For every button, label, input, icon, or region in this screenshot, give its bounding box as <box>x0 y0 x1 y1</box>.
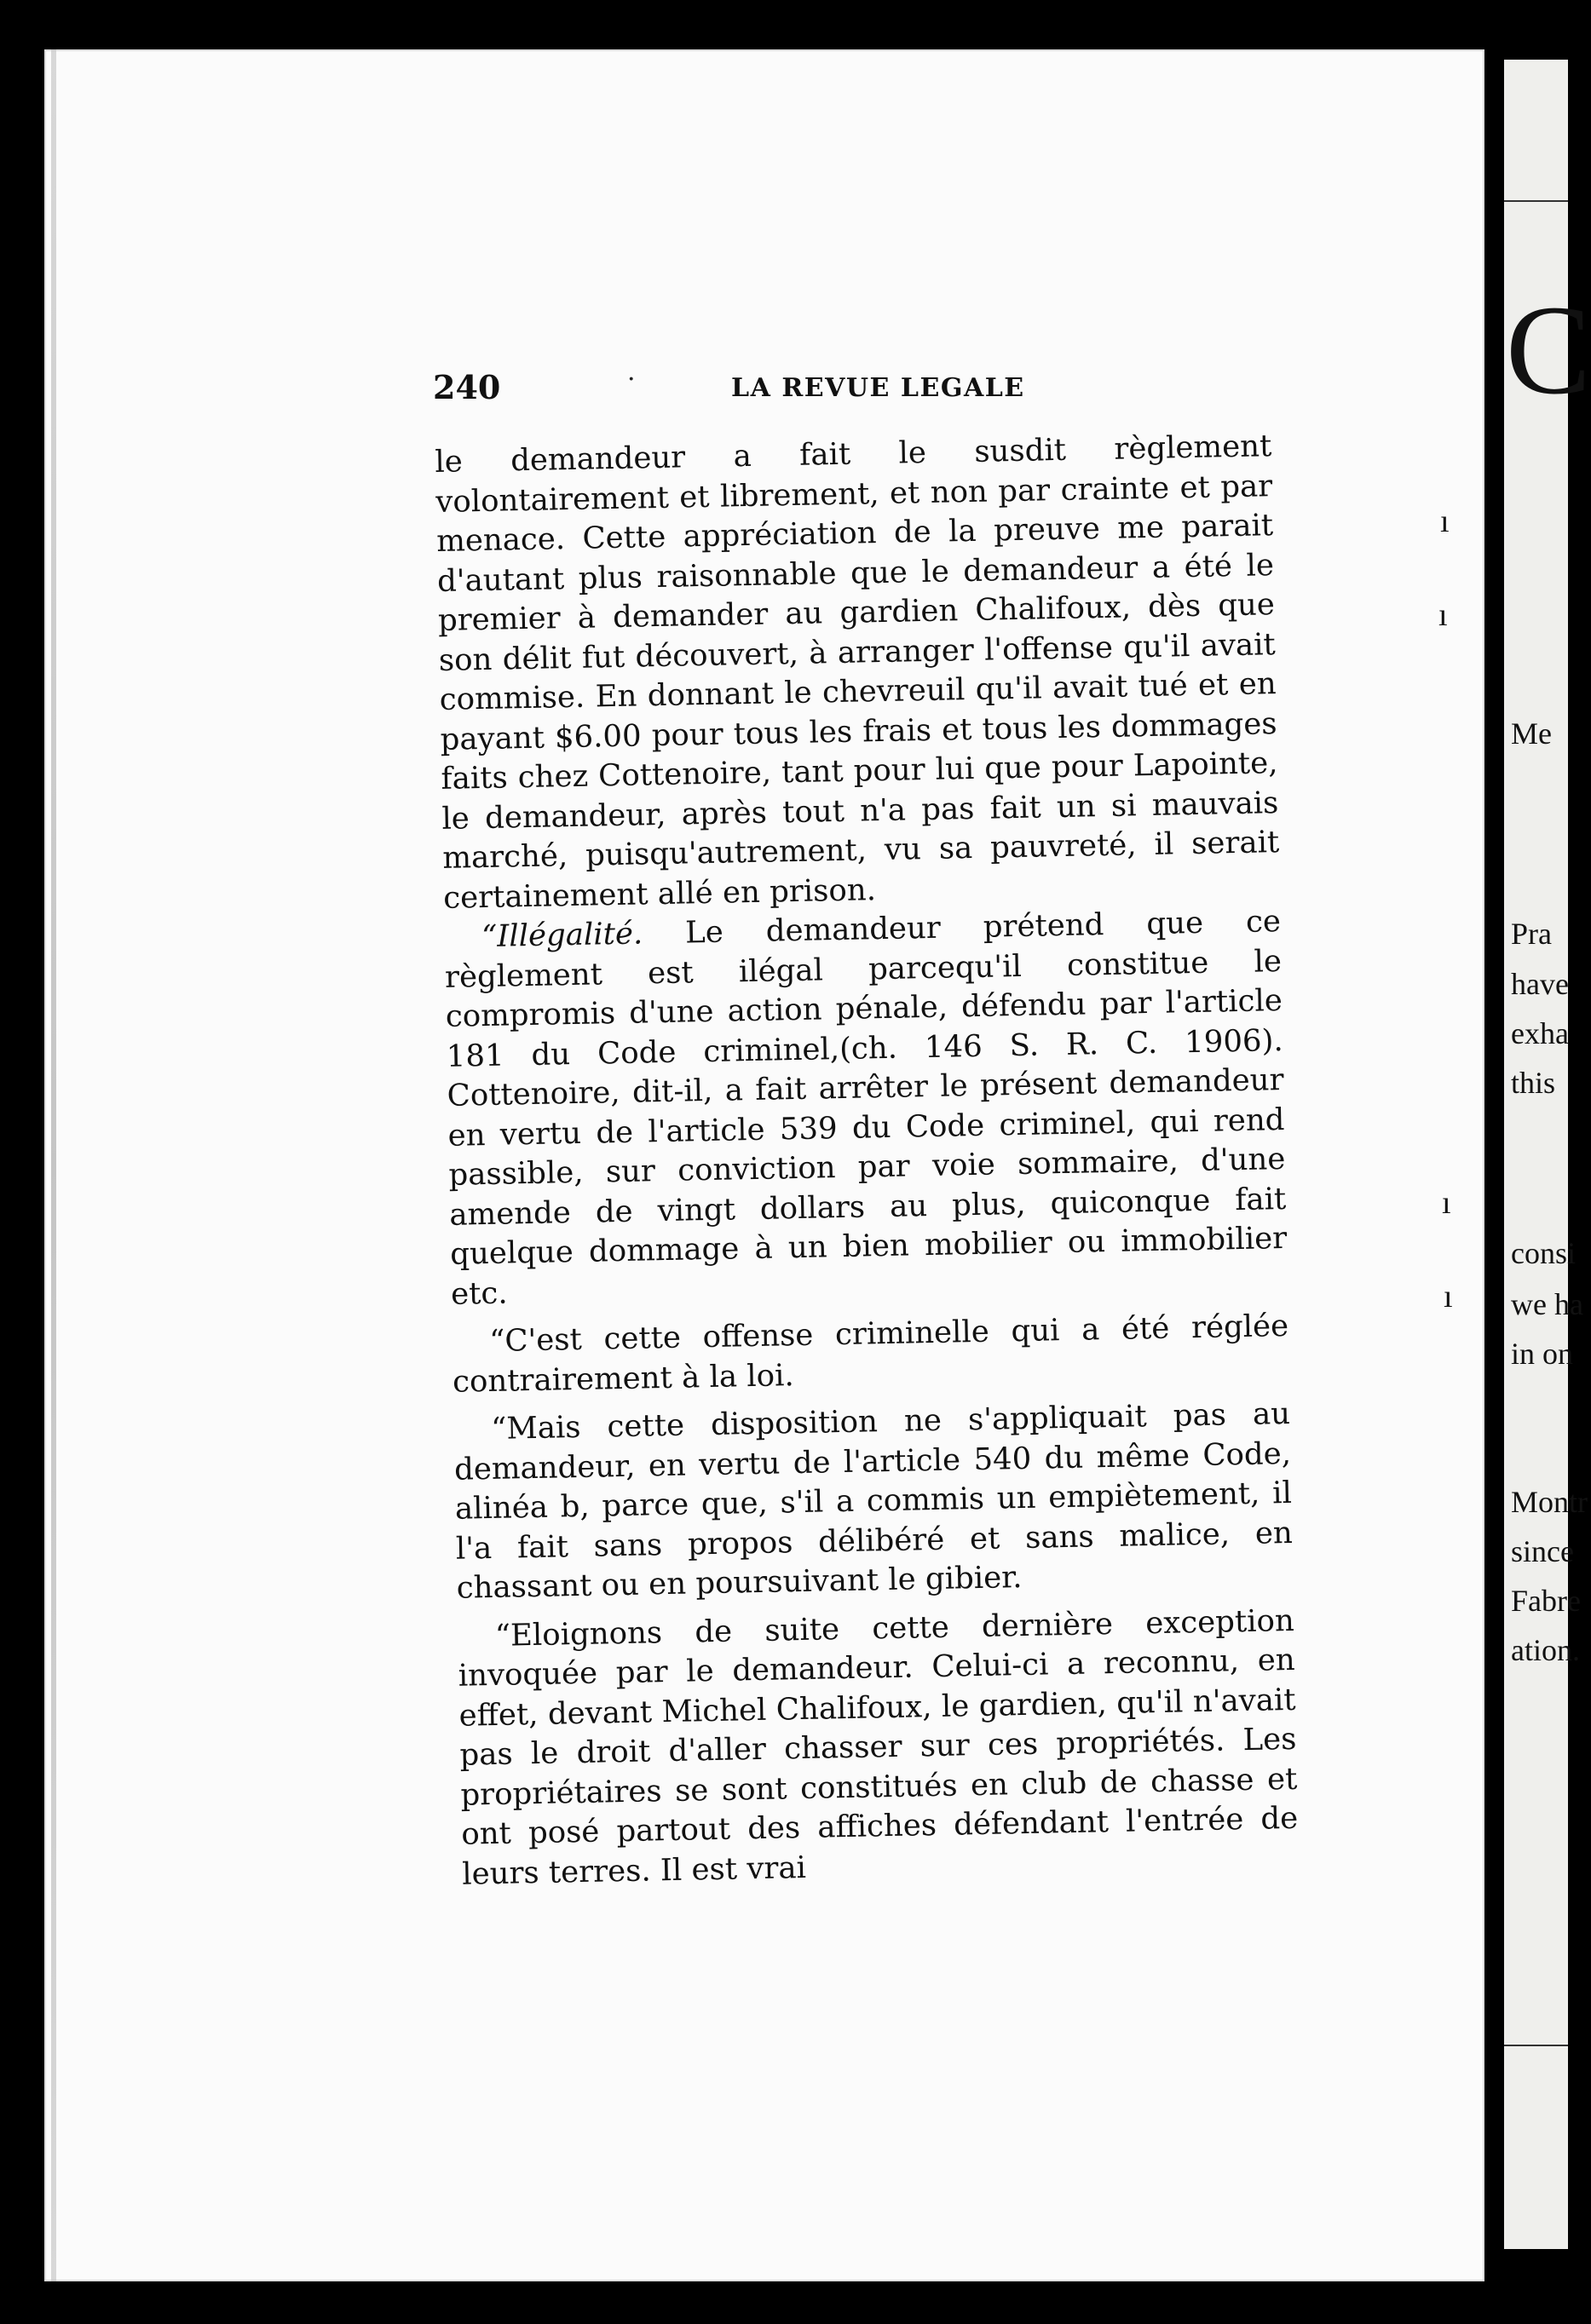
adjacent-fragment: Montr <box>1511 1485 1588 1519</box>
adjacent-fragment: in on <box>1511 1337 1574 1371</box>
adjacent-fragment: since <box>1511 1534 1574 1568</box>
adjacent-page <box>1504 60 1591 2249</box>
page-header <box>433 365 1285 411</box>
paragraph <box>444 902 1288 1314</box>
paragraph-body: Le demandeur prétend que ce règlement est ilégal parcequ'il constitue le compromis d'une action pénale, défendu par l'article 181 du Code criminel,(ch. 146 S. R. C. 1906). Cottenoire, dit-il, a fait arrêter le présent demandeur en vertu de l'article 539 du Code criminel, qui rend passible, sur conviction par voie sommaire, d'une amende de vingt dollars au plus, quiconque fait quelque dommage à un bien mobilier ou immobilier etc. <box>444 904 1288 1312</box>
adjacent-initial: C <box>1506 279 1591 421</box>
header-dot: · <box>627 365 636 394</box>
adjacent-fragment: this <box>1511 1066 1556 1100</box>
adjacent-fragment: we ha <box>1511 1287 1583 1321</box>
adjacent-fragment: Pra <box>1511 917 1552 951</box>
gutter-mark: ı <box>1442 1185 1451 1221</box>
adjacent-rule <box>1504 2045 1568 2046</box>
page-edge <box>51 49 56 2281</box>
paragraph: “C'est cette offense criminelle qui a été réglée contrairement à la loi. <box>452 1308 1289 1400</box>
body-text <box>435 427 1300 1895</box>
page-number: 240 <box>433 368 501 406</box>
adjacent-fragment: Fabre <box>1511 1584 1581 1618</box>
adjacent-fragment: Me <box>1511 716 1552 751</box>
gutter-mark: ı <box>1438 597 1448 633</box>
adjacent-fragment: ation. <box>1511 1633 1580 1667</box>
paragraph-lead: “Illégalité. <box>481 916 643 955</box>
paragraph: “Mais cette disposition ne s'appliquait pas au demandeur, en vertu de l'article 540 du même Code, alinéa b, parce que, s'il a commis un empiètement, il l'a fait sans propos délibéré et sans malice, en chassant ou en poursuivant le gibier. <box>453 1395 1294 1606</box>
gutter-mark: ı <box>1444 1279 1453 1314</box>
adjacent-rule <box>1504 200 1568 202</box>
adjacent-fragment: exha <box>1511 1016 1569 1050</box>
running-title: LA REVUE LEGALE <box>731 373 1025 403</box>
adjacent-fragment: have <box>1511 967 1569 1001</box>
adjacent-fragment: consi <box>1511 1236 1576 1270</box>
paragraph: le demandeur a fait le susdit règlement volontairement et librement, et non par crainte et par menace. Cette appréciation de la preuve me parait d'autant plus raisonnable que le demandeur a été le premier à demander au gardien Chalifoux, dès que son délit fut découvert, à arranger l'offense qu'il avait commise. En donnant le chevreuil qu'il avait tué et en payant $6.00 pour tous les frais et tous les dommages faits chez Cottenoire, tant pour lui que pour Lapointe, le demandeur, après tout n'a pas fait un si mauvais marché, puisqu'autrement, vu sa pauvreté, il serait certainement allé en prison. <box>435 429 1280 916</box>
paragraph: “Eloignons de suite cette dernière exception invoquée par le demandeur. Celui-ci a reconnu, en effet, devant Michel Chalifoux, le gardien, qu'il n'avait pas le droit d'aller chasser sur ces propriétés. Les propriétaires se sont constitués en club de chasse et ont posé partout des affiches défendant l'entrée de leurs terres. Il est vrai <box>458 1602 1299 1892</box>
gutter-mark: ı <box>1440 503 1450 539</box>
